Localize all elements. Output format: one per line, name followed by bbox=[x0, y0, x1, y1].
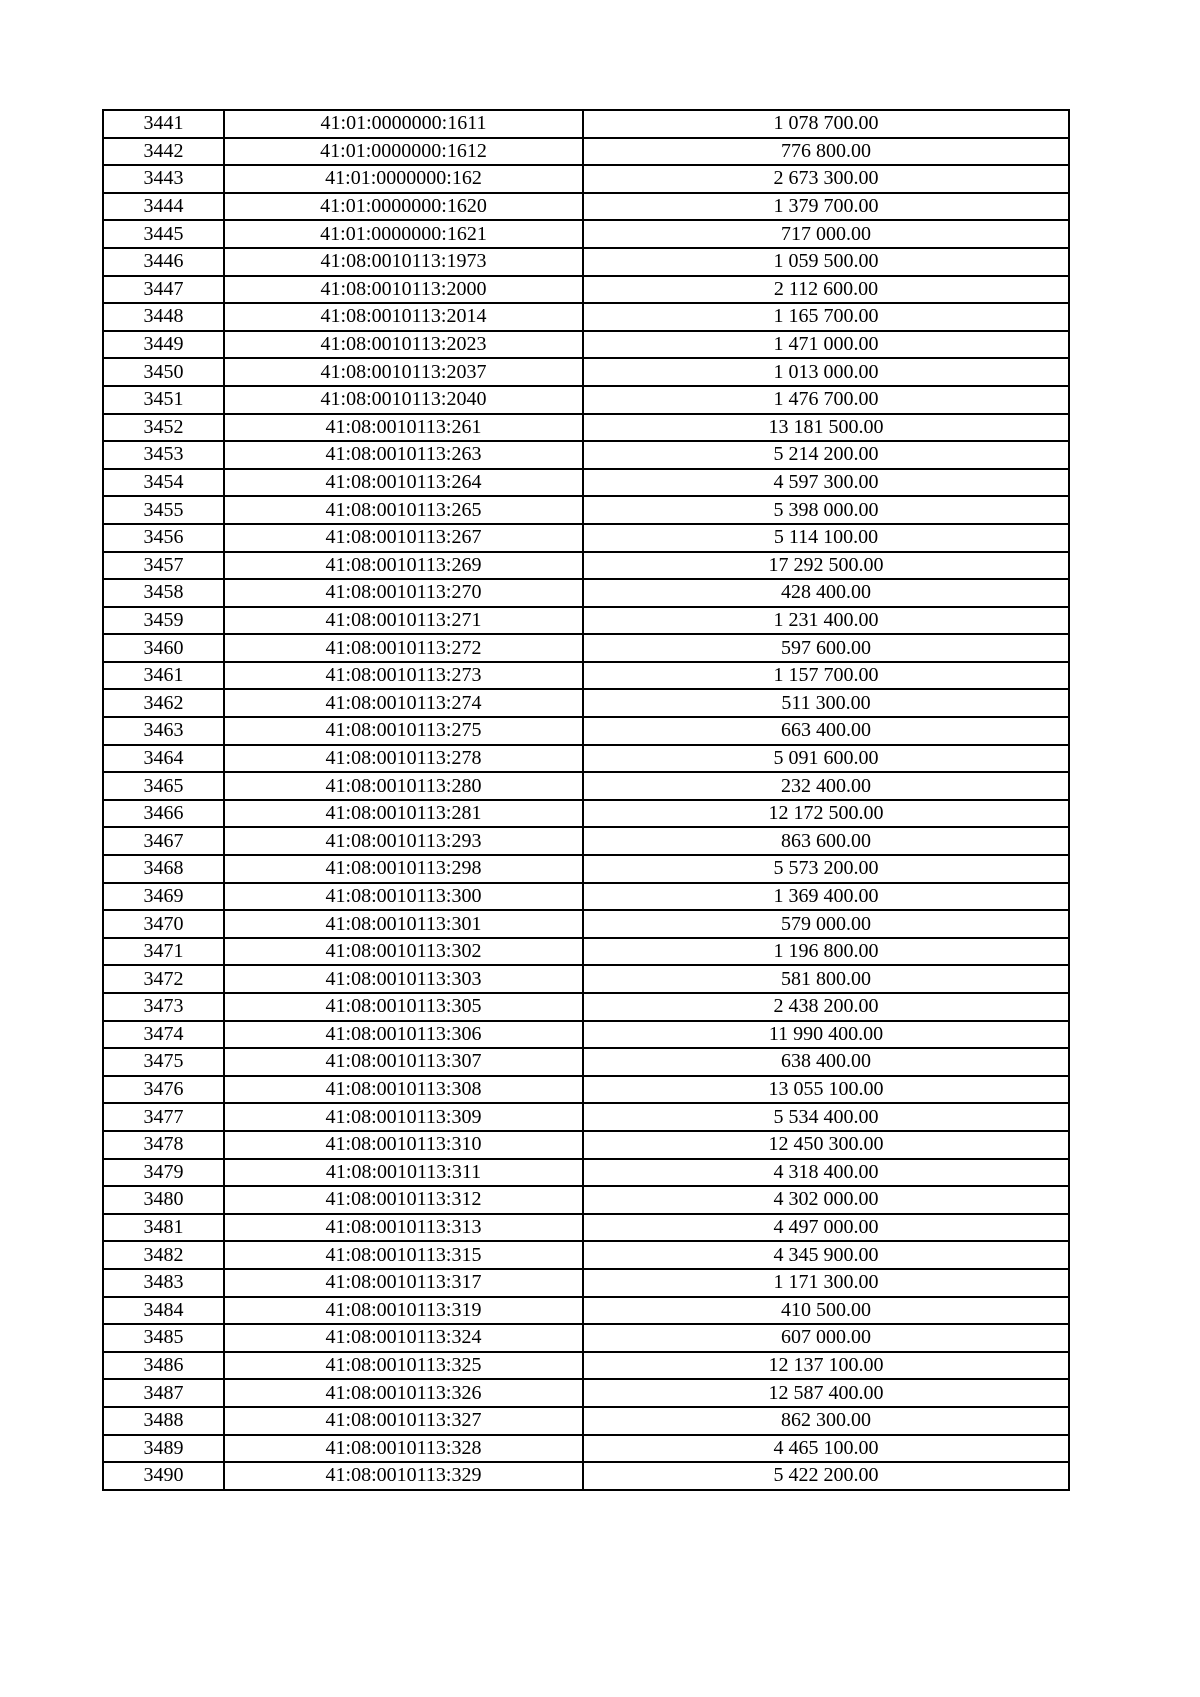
row-number-cell: 3475 bbox=[103, 1048, 224, 1076]
cadastral-number-cell: 41:01:0000000:1612 bbox=[224, 138, 583, 166]
row-number-cell: 3476 bbox=[103, 1076, 224, 1104]
value-cell: 597 600.00 bbox=[583, 634, 1069, 662]
cadastral-number-cell: 41:08:0010113:293 bbox=[224, 827, 583, 855]
value-cell: 863 600.00 bbox=[583, 827, 1069, 855]
row-number-cell: 3449 bbox=[103, 331, 224, 359]
row-number-cell: 3467 bbox=[103, 827, 224, 855]
cadastral-number-cell: 41:08:0010113:327 bbox=[224, 1407, 583, 1435]
row-number-cell: 3451 bbox=[103, 386, 224, 414]
value-cell: 5 573 200.00 bbox=[583, 855, 1069, 883]
row-number-cell: 3480 bbox=[103, 1186, 224, 1214]
value-cell: 511 300.00 bbox=[583, 689, 1069, 717]
value-cell: 1 231 400.00 bbox=[583, 607, 1069, 635]
row-number-cell: 3448 bbox=[103, 303, 224, 331]
cadastral-number-cell: 41:08:0010113:310 bbox=[224, 1131, 583, 1159]
table-row bbox=[103, 552, 1069, 580]
cadastral-number-cell: 41:08:0010113:312 bbox=[224, 1186, 583, 1214]
value-cell: 4 465 100.00 bbox=[583, 1435, 1069, 1463]
cadastral-number-cell: 41:01:0000000:1620 bbox=[224, 193, 583, 221]
table-row bbox=[103, 1352, 1069, 1380]
cadastral-number-cell: 41:08:0010113:2014 bbox=[224, 303, 583, 331]
row-number-cell: 3457 bbox=[103, 552, 224, 580]
row-number-cell: 3485 bbox=[103, 1324, 224, 1352]
table-row bbox=[103, 193, 1069, 221]
row-number-cell: 3469 bbox=[103, 883, 224, 911]
table-row bbox=[103, 634, 1069, 662]
value-cell: 1 196 800.00 bbox=[583, 938, 1069, 966]
cadastral-number-cell: 41:08:0010113:2023 bbox=[224, 331, 583, 359]
cadastral-number-cell: 41:08:0010113:261 bbox=[224, 414, 583, 442]
value-cell: 4 318 400.00 bbox=[583, 1159, 1069, 1187]
cadastral-number-cell: 41:01:0000000:1621 bbox=[224, 220, 583, 248]
table-row bbox=[103, 1048, 1069, 1076]
value-cell: 2 112 600.00 bbox=[583, 276, 1069, 304]
row-number-cell: 3484 bbox=[103, 1297, 224, 1325]
cadastral-number-cell: 41:08:0010113:263 bbox=[224, 441, 583, 469]
row-number-cell: 3465 bbox=[103, 772, 224, 800]
row-number-cell: 3462 bbox=[103, 689, 224, 717]
cadastral-number-cell: 41:08:0010113:274 bbox=[224, 689, 583, 717]
cadastral-number-cell: 41:08:0010113:271 bbox=[224, 607, 583, 635]
value-cell: 12 450 300.00 bbox=[583, 1131, 1069, 1159]
value-cell: 862 300.00 bbox=[583, 1407, 1069, 1435]
value-cell: 5 398 000.00 bbox=[583, 496, 1069, 524]
value-cell: 4 302 000.00 bbox=[583, 1186, 1069, 1214]
table-row bbox=[103, 1076, 1069, 1104]
table-body bbox=[103, 110, 1069, 1490]
row-number-cell: 3486 bbox=[103, 1352, 224, 1380]
row-number-cell: 3468 bbox=[103, 855, 224, 883]
cadastral-number-cell: 41:08:0010113:311 bbox=[224, 1159, 583, 1187]
table-row bbox=[103, 303, 1069, 331]
value-cell: 663 400.00 bbox=[583, 717, 1069, 745]
cadastral-number-cell: 41:08:0010113:281 bbox=[224, 800, 583, 828]
row-number-cell: 3471 bbox=[103, 938, 224, 966]
row-number-cell: 3443 bbox=[103, 165, 224, 193]
row-number-cell: 3460 bbox=[103, 634, 224, 662]
cadastral-number-cell: 41:08:0010113:328 bbox=[224, 1435, 583, 1463]
table-row bbox=[103, 1103, 1069, 1131]
cadastral-number-cell: 41:08:0010113:300 bbox=[224, 883, 583, 911]
value-cell: 4 597 300.00 bbox=[583, 469, 1069, 497]
table-row bbox=[103, 1131, 1069, 1159]
table-row bbox=[103, 965, 1069, 993]
value-cell: 410 500.00 bbox=[583, 1297, 1069, 1325]
cadastral-number-cell: 41:08:0010113:269 bbox=[224, 552, 583, 580]
table-row bbox=[103, 110, 1069, 138]
cadastral-number-cell: 41:08:0010113:270 bbox=[224, 579, 583, 607]
value-cell: 12 587 400.00 bbox=[583, 1379, 1069, 1407]
cadastral-number-cell: 41:08:0010113:280 bbox=[224, 772, 583, 800]
cadastral-number-cell: 41:08:0010113:275 bbox=[224, 717, 583, 745]
value-cell: 12 137 100.00 bbox=[583, 1352, 1069, 1380]
row-number-cell: 3446 bbox=[103, 248, 224, 276]
cadastral-number-cell: 41:08:0010113:326 bbox=[224, 1379, 583, 1407]
value-cell: 5 114 100.00 bbox=[583, 524, 1069, 552]
table-row bbox=[103, 772, 1069, 800]
value-cell: 13 181 500.00 bbox=[583, 414, 1069, 442]
row-number-cell: 3470 bbox=[103, 910, 224, 938]
row-number-cell: 3441 bbox=[103, 110, 224, 138]
value-cell: 11 990 400.00 bbox=[583, 1021, 1069, 1049]
table-row bbox=[103, 496, 1069, 524]
value-cell: 638 400.00 bbox=[583, 1048, 1069, 1076]
row-number-cell: 3444 bbox=[103, 193, 224, 221]
row-number-cell: 3477 bbox=[103, 1103, 224, 1131]
row-number-cell: 3474 bbox=[103, 1021, 224, 1049]
cadastral-number-cell: 41:08:0010113:317 bbox=[224, 1269, 583, 1297]
table-row bbox=[103, 717, 1069, 745]
row-number-cell: 3479 bbox=[103, 1159, 224, 1187]
row-number-cell: 3472 bbox=[103, 965, 224, 993]
row-number-cell: 3473 bbox=[103, 993, 224, 1021]
table-row bbox=[103, 938, 1069, 966]
cadastral-number-cell: 41:08:0010113:2037 bbox=[224, 358, 583, 386]
cadastral-number-cell: 41:08:0010113:302 bbox=[224, 938, 583, 966]
row-number-cell: 3490 bbox=[103, 1462, 224, 1490]
table-row bbox=[103, 469, 1069, 497]
row-number-cell: 3447 bbox=[103, 276, 224, 304]
table-row bbox=[103, 993, 1069, 1021]
cadastral-number-cell: 41:08:0010113:313 bbox=[224, 1214, 583, 1242]
cadastral-number-cell: 41:08:0010113:325 bbox=[224, 1352, 583, 1380]
table-row bbox=[103, 441, 1069, 469]
row-number-cell: 3454 bbox=[103, 469, 224, 497]
table-row bbox=[103, 165, 1069, 193]
table-row bbox=[103, 276, 1069, 304]
cadastral-number-cell: 41:08:0010113:301 bbox=[224, 910, 583, 938]
table-row bbox=[103, 1269, 1069, 1297]
row-number-cell: 3482 bbox=[103, 1241, 224, 1269]
value-cell: 717 000.00 bbox=[583, 220, 1069, 248]
row-number-cell: 3464 bbox=[103, 745, 224, 773]
cadastral-number-cell: 41:08:0010113:307 bbox=[224, 1048, 583, 1076]
row-number-cell: 3483 bbox=[103, 1269, 224, 1297]
table-row bbox=[103, 248, 1069, 276]
table-row bbox=[103, 1379, 1069, 1407]
cadastral-number-cell: 41:08:0010113:309 bbox=[224, 1103, 583, 1131]
row-number-cell: 3450 bbox=[103, 358, 224, 386]
row-number-cell: 3461 bbox=[103, 662, 224, 690]
cadastral-value-table bbox=[102, 109, 1070, 1491]
value-cell: 1 471 000.00 bbox=[583, 331, 1069, 359]
cadastral-number-cell: 41:08:0010113:329 bbox=[224, 1462, 583, 1490]
value-cell: 579 000.00 bbox=[583, 910, 1069, 938]
table-row bbox=[103, 1159, 1069, 1187]
table-row bbox=[103, 331, 1069, 359]
row-number-cell: 3452 bbox=[103, 414, 224, 442]
cadastral-number-cell: 41:08:0010113:2040 bbox=[224, 386, 583, 414]
row-number-cell: 3481 bbox=[103, 1214, 224, 1242]
cadastral-number-cell: 41:08:0010113:2000 bbox=[224, 276, 583, 304]
value-cell: 581 800.00 bbox=[583, 965, 1069, 993]
table-row bbox=[103, 1297, 1069, 1325]
table-row bbox=[103, 1186, 1069, 1214]
value-cell: 1 369 400.00 bbox=[583, 883, 1069, 911]
cadastral-number-cell: 41:08:0010113:272 bbox=[224, 634, 583, 662]
value-cell: 1 165 700.00 bbox=[583, 303, 1069, 331]
table-row bbox=[103, 414, 1069, 442]
table-row bbox=[103, 1324, 1069, 1352]
cadastral-number-cell: 41:08:0010113:278 bbox=[224, 745, 583, 773]
value-cell: 232 400.00 bbox=[583, 772, 1069, 800]
row-number-cell: 3445 bbox=[103, 220, 224, 248]
cadastral-number-cell: 41:08:0010113:303 bbox=[224, 965, 583, 993]
value-cell: 428 400.00 bbox=[583, 579, 1069, 607]
table-row bbox=[103, 689, 1069, 717]
value-cell: 776 800.00 bbox=[583, 138, 1069, 166]
cadastral-number-cell: 41:08:0010113:267 bbox=[224, 524, 583, 552]
cadastral-number-cell: 41:08:0010113:1973 bbox=[224, 248, 583, 276]
value-cell: 5 091 600.00 bbox=[583, 745, 1069, 773]
value-cell: 1 157 700.00 bbox=[583, 662, 1069, 690]
value-cell: 1 476 700.00 bbox=[583, 386, 1069, 414]
row-number-cell: 3453 bbox=[103, 441, 224, 469]
cadastral-number-cell: 41:08:0010113:298 bbox=[224, 855, 583, 883]
cadastral-number-cell: 41:08:0010113:324 bbox=[224, 1324, 583, 1352]
cadastral-number-cell: 41:08:0010113:305 bbox=[224, 993, 583, 1021]
row-number-cell: 3442 bbox=[103, 138, 224, 166]
table-row bbox=[103, 883, 1069, 911]
value-cell: 1 013 000.00 bbox=[583, 358, 1069, 386]
value-cell: 1 059 500.00 bbox=[583, 248, 1069, 276]
row-number-cell: 3478 bbox=[103, 1131, 224, 1159]
value-cell: 607 000.00 bbox=[583, 1324, 1069, 1352]
table-row bbox=[103, 855, 1069, 883]
cadastral-number-cell: 41:08:0010113:315 bbox=[224, 1241, 583, 1269]
value-cell: 1 171 300.00 bbox=[583, 1269, 1069, 1297]
value-cell: 5 534 400.00 bbox=[583, 1103, 1069, 1131]
value-cell: 5 422 200.00 bbox=[583, 1462, 1069, 1490]
table-row bbox=[103, 524, 1069, 552]
table-row bbox=[103, 1214, 1069, 1242]
row-number-cell: 3488 bbox=[103, 1407, 224, 1435]
table-row bbox=[103, 910, 1069, 938]
value-cell: 12 172 500.00 bbox=[583, 800, 1069, 828]
value-cell: 4 345 900.00 bbox=[583, 1241, 1069, 1269]
cadastral-number-cell: 41:08:0010113:306 bbox=[224, 1021, 583, 1049]
row-number-cell: 3456 bbox=[103, 524, 224, 552]
table-row bbox=[103, 386, 1069, 414]
value-cell: 2 673 300.00 bbox=[583, 165, 1069, 193]
value-cell: 5 214 200.00 bbox=[583, 441, 1069, 469]
table-row bbox=[103, 745, 1069, 773]
table-row bbox=[103, 607, 1069, 635]
cadastral-number-cell: 41:08:0010113:308 bbox=[224, 1076, 583, 1104]
table-row bbox=[103, 800, 1069, 828]
cadastral-number-cell: 41:01:0000000:162 bbox=[224, 165, 583, 193]
row-number-cell: 3459 bbox=[103, 607, 224, 635]
table-row bbox=[103, 579, 1069, 607]
table-row bbox=[103, 827, 1069, 855]
table-row bbox=[103, 1021, 1069, 1049]
row-number-cell: 3466 bbox=[103, 800, 224, 828]
row-number-cell: 3489 bbox=[103, 1435, 224, 1463]
table-row bbox=[103, 358, 1069, 386]
cadastral-number-cell: 41:08:0010113:273 bbox=[224, 662, 583, 690]
cadastral-number-cell: 41:08:0010113:264 bbox=[224, 469, 583, 497]
table-row bbox=[103, 1462, 1069, 1490]
table-row bbox=[103, 220, 1069, 248]
row-number-cell: 3455 bbox=[103, 496, 224, 524]
table-row bbox=[103, 1407, 1069, 1435]
value-cell: 2 438 200.00 bbox=[583, 993, 1069, 1021]
table-row bbox=[103, 662, 1069, 690]
value-cell: 17 292 500.00 bbox=[583, 552, 1069, 580]
cadastral-number-cell: 41:08:0010113:265 bbox=[224, 496, 583, 524]
value-cell: 1 379 700.00 bbox=[583, 193, 1069, 221]
table-row bbox=[103, 1241, 1069, 1269]
value-cell: 1 078 700.00 bbox=[583, 110, 1069, 138]
row-number-cell: 3487 bbox=[103, 1379, 224, 1407]
cadastral-number-cell: 41:08:0010113:319 bbox=[224, 1297, 583, 1325]
value-cell: 4 497 000.00 bbox=[583, 1214, 1069, 1242]
table-row bbox=[103, 1435, 1069, 1463]
table-row bbox=[103, 138, 1069, 166]
row-number-cell: 3458 bbox=[103, 579, 224, 607]
cadastral-number-cell: 41:01:0000000:1611 bbox=[224, 110, 583, 138]
value-cell: 13 055 100.00 bbox=[583, 1076, 1069, 1104]
row-number-cell: 3463 bbox=[103, 717, 224, 745]
